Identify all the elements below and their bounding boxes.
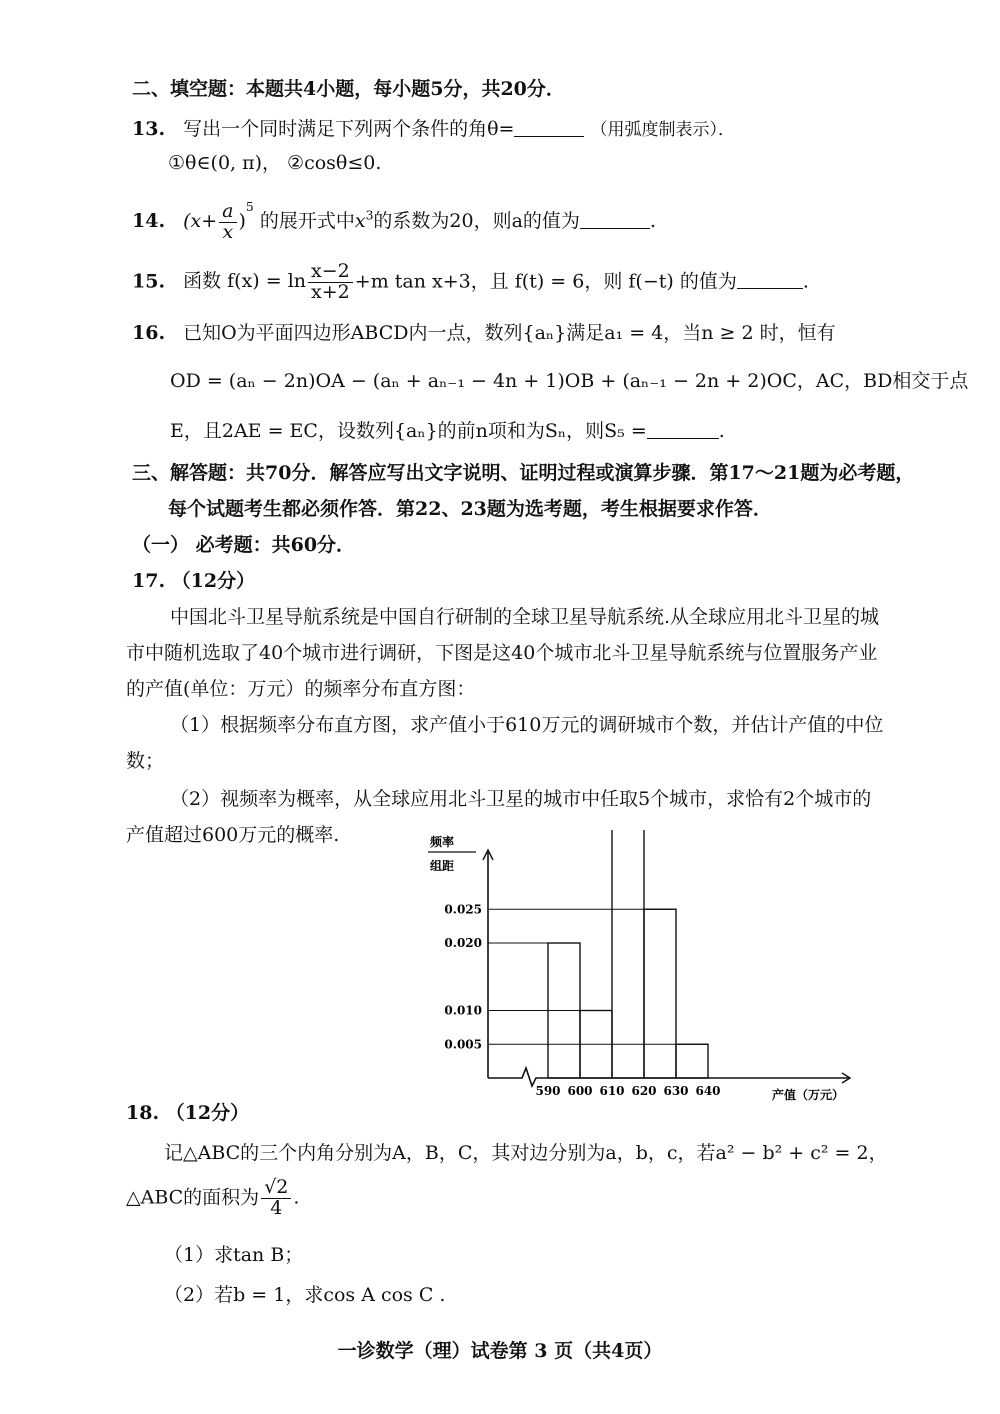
x-tick-label: 600 (567, 1084, 593, 1098)
section3-subheading: （一） 必考题：共60分． (132, 534, 356, 556)
q18-line2-pre: △ABC的面积为 (126, 1186, 260, 1209)
q14-text-a: 的展开式中 (259, 210, 355, 232)
y-axis-label-bottom: 组距 (430, 859, 455, 873)
q18-fraction (261, 1178, 291, 1219)
q14-pre: (x+ (183, 210, 218, 232)
q18-part2: （2）若b = 1，求cos A cos C . (164, 1284, 446, 1306)
q17-number: 17. （12分） (132, 570, 256, 592)
histogram-bar (644, 909, 676, 1078)
q14-x3: x (354, 210, 366, 232)
q14-fraction (219, 199, 236, 243)
q17-paragraph-1: 中国北斗卫星导航系统是中国自行研制的全球卫星导航系统.从全球应用北斗卫星的城 (170, 606, 880, 628)
x-tick-label: 620 (631, 1084, 657, 1098)
q14-number: 14. (132, 210, 166, 232)
q16-line3-wrap (170, 418, 725, 443)
q13-conditions: ①θ∈(0, π)， ②cosθ≤0. (168, 152, 382, 174)
section2-heading: 二、填空题：本题共4小题，每小题5分，共20分． (132, 78, 565, 100)
q14-end: . (649, 210, 656, 232)
x-tick-label: 590 (535, 1084, 561, 1098)
question-13 (132, 116, 735, 141)
q15-fraction (308, 262, 353, 303)
x-tick-label: 630 (663, 1084, 689, 1098)
question-14 (132, 200, 656, 242)
q18-line2 (126, 1178, 299, 1219)
q14-x3-sup: 3 (365, 208, 374, 223)
page-footer: 一诊数学（理）试卷第 3 页（共4页） (337, 1340, 663, 1362)
q14-frac-num: a (219, 202, 236, 223)
y-axis-label-top: 频率 (430, 835, 455, 849)
q13-note: （用弧度制表示）． (590, 119, 736, 140)
x-tick-label: 640 (695, 1084, 721, 1098)
question-15 (132, 262, 809, 303)
q13-number: 13. (132, 117, 166, 140)
q16-answer-blank (647, 418, 719, 439)
q15-frac-den: x+2 (311, 280, 350, 303)
q18-line2-end: . (293, 1186, 300, 1209)
q17-part2-b: 产值超过600万元的概率. (126, 824, 340, 846)
q16-line2: OD = (aₙ − 2n)OA − (aₙ + aₙ₋₁ − 4n + 1)OB + (aₙ₋₁ − 2n + 2)OC，AC，BD相交于点 (170, 370, 969, 392)
q14-answer-blank (580, 208, 650, 229)
q15-end: . (802, 270, 809, 293)
q15-post: +m tan x+3，且 f(t) = 6，则 f(−t) 的值为 (354, 270, 737, 293)
frequency-histogram (420, 830, 860, 1110)
y-tick-label: 0.025 (444, 902, 482, 917)
q17-part1-a: （1）根据频率分布直方图，求产值小于610万元的调研城市个数，并估计产值的中位 (170, 714, 884, 736)
section3-heading-1: 三、解答题：共70分．解答应写出文字说明、证明过程或演算步骤．第17～21题为必考题， (132, 462, 915, 484)
q15-pre: 函数 f(x) = ln (183, 270, 307, 293)
q18-number: 18. （12分） (126, 1102, 250, 1124)
section3-heading-2: 每个试题考生都必须作答．第22、23题为选考题，考生根据要求作答． (168, 498, 772, 520)
y-tick-label: 0.010 (444, 1003, 482, 1018)
q17-paragraph-2: 市中随机选取了40个城市进行调研，下图是这40个城市北斗卫星导航系统与位置服务产业 (126, 642, 878, 664)
q17-paragraph-3: 的产值(单位：万元）的频率分布直方图： (126, 678, 476, 700)
y-tick-label: 0.020 (444, 936, 482, 950)
q14-post: ) (238, 210, 246, 232)
x-axis-label: 产值（万元） (772, 1088, 845, 1102)
q15-number: 15. (132, 270, 166, 293)
q15-answer-blank (737, 269, 803, 290)
q14-text-b: 的系数为20，则a的值为 (373, 210, 580, 232)
histogram-bar (676, 1044, 708, 1078)
q18-frac-den: 4 (270, 1196, 283, 1219)
x-tick-label: 610 (599, 1084, 625, 1098)
q14-frac-den: x (222, 220, 234, 243)
y-tick-label: 0.005 (444, 1037, 482, 1052)
q17-part1-b: 数； (126, 750, 165, 772)
histogram-bar (612, 830, 644, 1078)
q13-text: 写出一个同时满足下列两个条件的角θ= (183, 117, 515, 140)
q16-line1: 已知O为平面四边形ABCD内一点，数列{aₙ}满足a₁ = 4，当n ≥ 2 时，恒有 (183, 322, 836, 344)
q16-end: . (718, 419, 725, 442)
q16-line3: E，且2AE = EC，设数列{aₙ}的前n项和为Sₙ，则S₅ = (170, 419, 647, 442)
q14-sup: 5 (245, 200, 254, 214)
q13-answer-blank (514, 116, 584, 137)
q17-part2-a: （2）视频率为概率，从全球应用北斗卫星的城市中任取5个城市，求恰有2个城市的 (170, 788, 872, 810)
q18-part1: （1）求tan B； (164, 1244, 304, 1266)
q18-line1: 记△ABC的三个内角分别为A，B，C，其对边分别为a，b，c，若a² − b² + c² = 2， (164, 1142, 888, 1164)
question-16 (132, 322, 836, 345)
q15-frac-num: x−2 (308, 262, 353, 283)
q18-frac-num: √2 (261, 1178, 291, 1199)
q16-number: 16. (132, 322, 166, 344)
